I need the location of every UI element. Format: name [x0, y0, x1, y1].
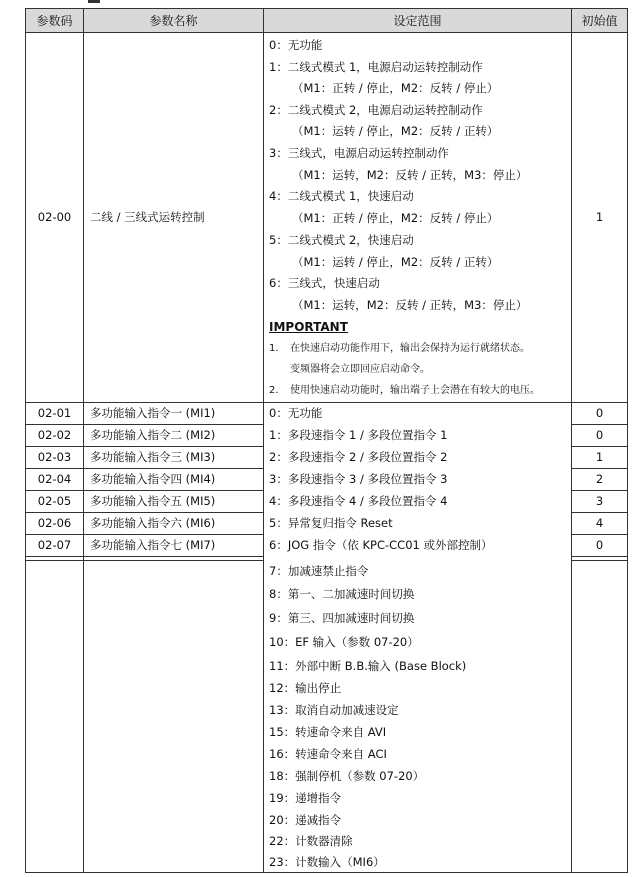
- important-label: IMPORTANT: [269, 320, 348, 334]
- range-line: （M1：运转，M2：反转 / 正转，M3：停止）: [292, 168, 528, 182]
- range-line: 1：多段速指令 1 / 多段位置指令 1: [269, 428, 448, 442]
- note-text: 在快速启动功能作用下，输出会保持为运行就绪状态。: [290, 343, 530, 354]
- range-line: 20：递减指令: [269, 813, 342, 827]
- param-default: 0: [595, 538, 604, 552]
- row-divider: [571, 446, 628, 447]
- row-divider: [571, 534, 628, 535]
- param-default: 3: [595, 494, 604, 508]
- row-divider: [25, 402, 628, 403]
- row-divider: [25, 512, 263, 513]
- range-line: 22：计数器清除: [269, 834, 353, 848]
- row-divider: [25, 490, 263, 491]
- range-line: （M1：正转 / 停止，M2：反转 / 停止）: [292, 211, 499, 225]
- row-divider: [25, 468, 263, 469]
- header-decoration: [88, 0, 100, 3]
- param-default: 0: [595, 428, 604, 442]
- param-name: 多功能输入指令一 (MI1): [90, 406, 216, 420]
- range-line: 8：第一、二加减速时间切换: [269, 587, 415, 601]
- range-line: 10：EF 输入（参数 07-20）: [269, 635, 419, 649]
- range-line: （M1：正转 / 停止，M2：反转 / 停止）: [292, 81, 499, 95]
- param-code: 02-00: [37, 210, 72, 224]
- row-divider: [571, 560, 628, 561]
- range-line: 3：三线式，电源启动运转控制动作: [269, 146, 449, 160]
- range-line: 1：二线式模式 1，电源启动运转控制动作: [269, 60, 483, 74]
- range-line: 16：转速命令来自 ACI: [269, 747, 387, 761]
- param-code: 02-06: [37, 516, 72, 530]
- row-divider: [571, 468, 628, 469]
- header-name: 参数名称: [84, 8, 263, 32]
- param-code: 02-07: [37, 538, 72, 552]
- row-divider: [571, 512, 628, 513]
- row-divider: [571, 490, 628, 491]
- param-code: 02-04: [37, 472, 72, 486]
- param-code: 02-01: [37, 406, 72, 420]
- range-line: 0：无功能: [269, 406, 323, 420]
- row-divider: [25, 560, 263, 561]
- range-line: 15：转速命令来自 AVI: [269, 725, 387, 739]
- range-line: （M1：运转，M2：反转 / 正转，M3：停止）: [292, 298, 528, 312]
- range-line: 23：计数输入（MI6）: [269, 855, 385, 869]
- range-line: 0：无功能: [269, 38, 323, 52]
- border-right: [627, 8, 628, 872]
- row-divider: [25, 446, 263, 447]
- range-line: 2：二线式模式 2，电源启动运转控制动作: [269, 103, 483, 117]
- range-line: 6：三线式，快速启动: [269, 276, 380, 290]
- param-name: 二线 / 三线式运转控制: [90, 210, 205, 224]
- row-divider: [25, 556, 263, 557]
- border-top: [25, 8, 628, 9]
- header-range: 设定范围: [264, 8, 571, 32]
- range-line: 5：二线式模式 2，快速启动: [269, 233, 414, 247]
- param-name: 多功能输入指令四 (MI4): [90, 472, 216, 486]
- row-divider: [25, 424, 263, 425]
- col-divider: [263, 8, 264, 872]
- note-number: 2.: [269, 385, 279, 396]
- range-line: 18：强制停机（参数 07-20）: [269, 769, 425, 783]
- header-default: 初始值: [572, 8, 627, 32]
- note-text: 使用快速启动功能时，输出端子上会潜在有较大的电压。: [290, 385, 540, 396]
- range-line: 13：取消自动加减速设定: [269, 703, 399, 717]
- param-default: 1: [595, 450, 604, 464]
- range-line: 5：异常复归指令 Reset: [269, 516, 393, 530]
- col-divider: [83, 8, 84, 872]
- param-default: 0: [595, 406, 604, 420]
- param-code: 02-03: [37, 450, 72, 464]
- param-name: 多功能输入指令五 (MI5): [90, 494, 216, 508]
- param-name: 多功能输入指令二 (MI2): [90, 428, 216, 442]
- range-line: 11：外部中断 B.B.输入 (Base Block): [269, 659, 467, 673]
- note-number: 1.: [269, 343, 279, 354]
- param-code: 02-05: [37, 494, 72, 508]
- header-code: 参数码: [26, 8, 83, 32]
- param-name: 多功能输入指令三 (MI3): [90, 450, 216, 464]
- range-line: 9：第三、四加减速时间切换: [269, 611, 415, 625]
- range-line: 4：二线式模式 1，快速启动: [269, 189, 414, 203]
- param-default: 1: [595, 210, 604, 224]
- param-name: 多功能输入指令七 (MI7): [90, 538, 216, 552]
- range-line: 19：递增指令: [269, 791, 342, 805]
- row-divider: [25, 534, 263, 535]
- header-divider: [25, 32, 628, 33]
- range-line: （M1：运转 / 停止，M2：反转 / 正转）: [292, 255, 499, 269]
- param-name: 多功能输入指令六 (MI6): [90, 516, 216, 530]
- range-line: 4：多段速指令 4 / 多段位置指令 4: [269, 494, 448, 508]
- range-line: 3：多段速指令 3 / 多段位置指令 3: [269, 472, 448, 486]
- range-line: 12：输出停止: [269, 681, 342, 695]
- param-default: 4: [595, 516, 604, 530]
- param-default: 2: [595, 472, 604, 486]
- range-line: 2：多段速指令 2 / 多段位置指令 2: [269, 450, 448, 464]
- param-code: 02-02: [37, 428, 72, 442]
- range-line: 6：JOG 指令（依 KPC-CC01 或外部控制）: [269, 538, 493, 552]
- row-divider: [571, 424, 628, 425]
- range-line: （M1：运转 / 停止，M2：反转 / 正转）: [292, 124, 499, 138]
- range-line: 7：加减速禁止指令: [269, 564, 369, 578]
- border-bottom: [25, 872, 628, 873]
- row-divider: [571, 556, 628, 557]
- note-text: 变频器将会立即回应启动命令。: [290, 364, 430, 375]
